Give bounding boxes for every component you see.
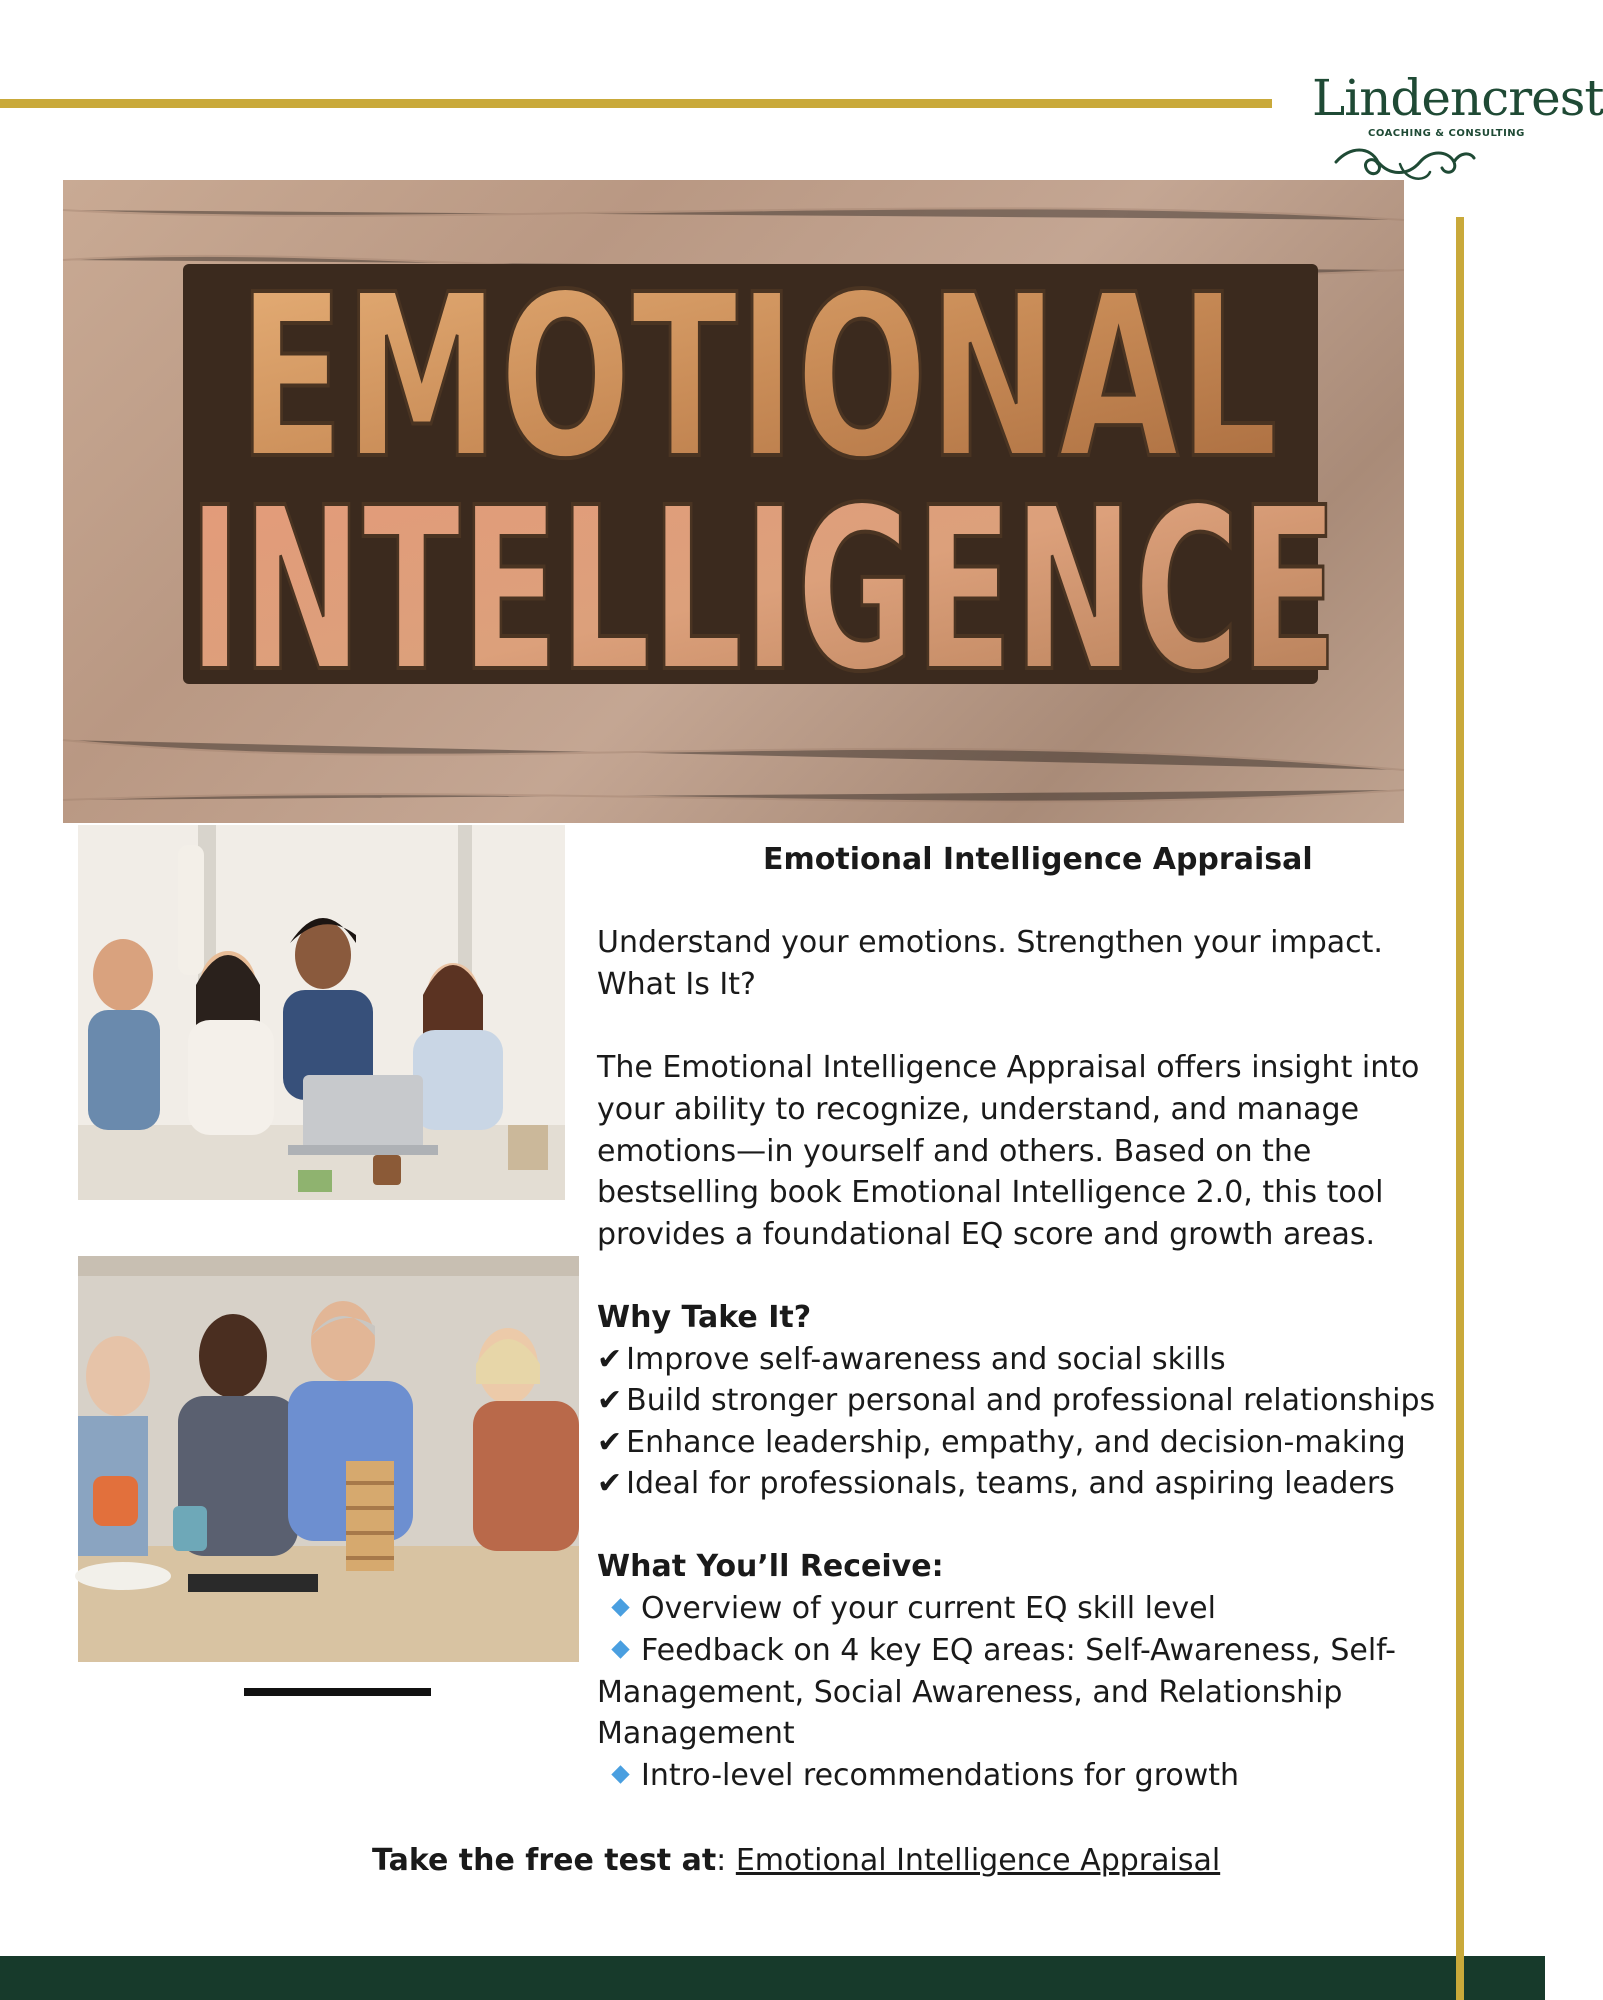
team-celebration-photo <box>78 825 565 1200</box>
wood-type-illustration <box>63 180 1404 823</box>
why-item-text: Improve self-awareness and social skills <box>626 1342 1226 1377</box>
cta-separator: : <box>716 1843 736 1878</box>
intro-body-line: emotions—in yourself and others. Based on the <box>597 1134 1312 1169</box>
why-item <box>597 1339 1226 1381</box>
check-icon: ✔ <box>597 1342 623 1377</box>
diamond-icon <box>611 1598 629 1616</box>
receive-item-text: Feedback on 4 key EQ areas: Self-Awareness, Self- <box>641 1633 1396 1668</box>
hero-word-2: INTELLIGENCE <box>188 460 1338 722</box>
seniors-game-photo <box>78 1256 579 1662</box>
logo-tagline: COACHING & CONSULTING <box>1368 128 1525 139</box>
check-icon: ✔ <box>597 1466 623 1501</box>
receive-item-text: Overview of your current EQ skill level <box>641 1591 1216 1626</box>
check-icon: ✔ <box>597 1425 623 1460</box>
receive-item <box>597 1630 1396 1672</box>
decorative-underline <box>244 1688 431 1696</box>
why-item-text: Build stronger personal and professional relationships <box>626 1383 1436 1418</box>
receive-item-continued: Management <box>597 1716 795 1751</box>
why-item <box>597 1422 1406 1464</box>
intro-body-line: provides a foundational EQ score and growth areas. <box>597 1217 1376 1252</box>
gold-rule-right <box>1456 217 1464 2000</box>
diamond-icon <box>611 1640 629 1658</box>
receive-item <box>597 1588 1216 1630</box>
what-is-it-heading: What Is It? <box>597 967 756 1002</box>
intro-body-line: bestselling book Emotional Intelligence 2.0, this tool <box>597 1175 1384 1210</box>
intro-body-line: The Emotional Intelligence Appraisal offers insight into <box>597 1050 1420 1085</box>
footer-band <box>0 1956 1545 2000</box>
why-heading: Why Take It? <box>597 1300 812 1335</box>
page-title: Emotional Intelligence Appraisal <box>763 842 1313 877</box>
why-item-text: Ideal for professionals, teams, and aspiring leaders <box>626 1466 1395 1501</box>
receive-item <box>597 1755 1239 1797</box>
diamond-icon <box>611 1765 629 1783</box>
receive-item-continued: Management, Social Awareness, and Relationship <box>597 1675 1343 1710</box>
intro-body-line: your ability to recognize, understand, and manage <box>597 1092 1360 1127</box>
check-icon: ✔ <box>597 1383 623 1418</box>
call-to-action <box>372 1840 1220 1882</box>
lindencrest-logo <box>1300 64 1603 192</box>
intro-tagline: Understand your emotions. Strengthen your impact. <box>597 925 1383 960</box>
receive-item-text: Intro-level recommendations for growth <box>641 1758 1240 1793</box>
hero-image <box>63 180 1404 823</box>
footer-gold-gap <box>1456 1956 1464 2000</box>
hero-word-1: EMOTIONAL <box>238 247 1278 509</box>
why-item <box>597 1463 1395 1505</box>
flourish-icon <box>1330 142 1480 184</box>
why-item-text: Enhance leadership, empathy, and decision-making <box>626 1425 1406 1460</box>
gold-rule-top <box>0 99 1272 108</box>
cta-label: Take the free test at <box>372 1843 717 1878</box>
appraisal-link[interactable]: Emotional Intelligence Appraisal <box>735 1843 1221 1878</box>
receive-heading: What You’ll Receive: <box>597 1549 944 1584</box>
logo-wordmark: Lindencrest <box>1312 69 1603 127</box>
why-item <box>597 1380 1435 1422</box>
